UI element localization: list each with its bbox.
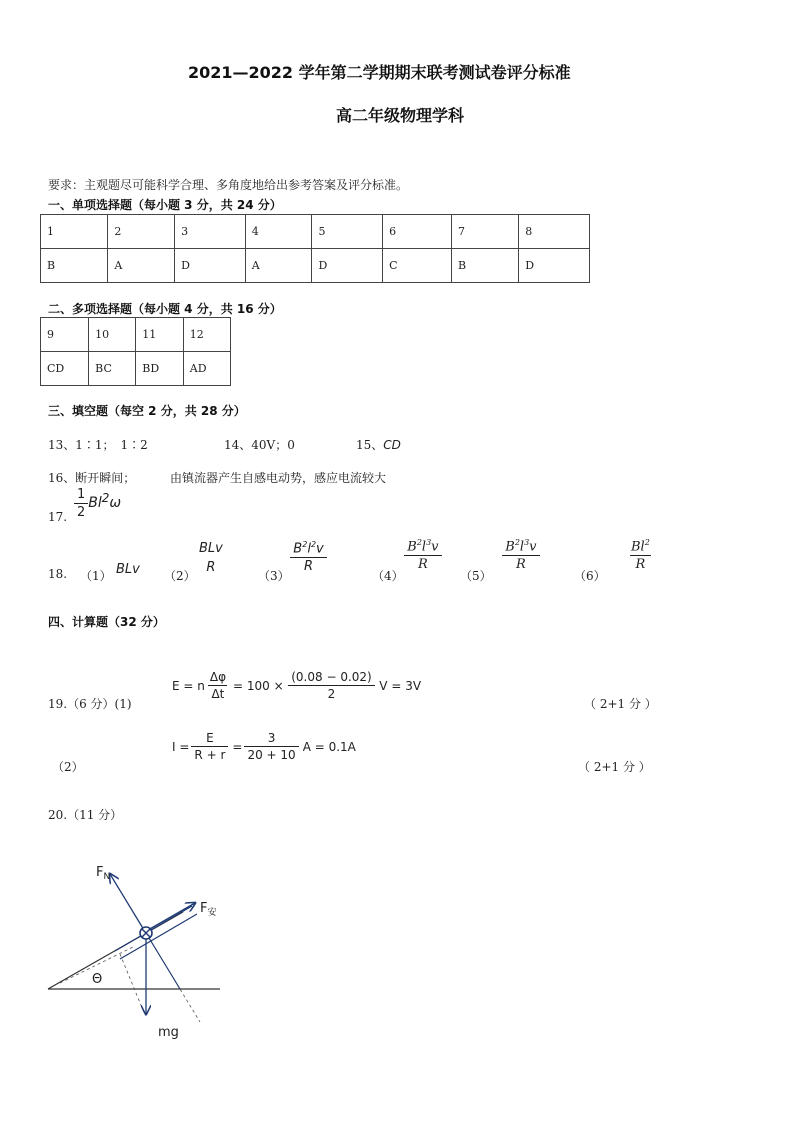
q16-label: 16、断开瞬间； (48, 471, 136, 485)
q19-eq2-frac1-num: E (206, 731, 214, 745)
q18-answer2 (196, 541, 226, 575)
cell-answer: BD (136, 352, 183, 386)
ampere-force-arrow (148, 903, 195, 930)
cell-answer: C (383, 249, 452, 283)
page-subtitle: 高二年级物理学科 (336, 106, 465, 125)
cell-number: 1 (41, 215, 108, 249)
q16-answer: 由镇流器产生自感电动势，感应电流较大 (170, 471, 387, 485)
cell-number: 3 (175, 215, 246, 249)
answer-row (41, 352, 231, 386)
dashed-guide (120, 954, 145, 1015)
page-title: 2021—2022 学年第二学期期末联考测试卷评分标准 (188, 63, 571, 82)
q18-part1-label: （1） (80, 569, 112, 583)
cell-answer: A (245, 249, 312, 283)
q19-label: 19.（6 分）(1) (48, 697, 132, 711)
cell-number: 9 (41, 318, 89, 352)
q18-answer5 (502, 538, 540, 572)
q19-equation1 (172, 670, 421, 701)
q17-fraction (74, 487, 88, 520)
theta-label: Θ (92, 972, 103, 987)
q19-eq2-frac1 (191, 731, 228, 762)
cell-number: 6 (383, 215, 452, 249)
q18-a4-sup1: 2 (416, 538, 422, 547)
q18-a3-sup1: 2 (302, 540, 308, 549)
q18-a5-den: R (502, 555, 540, 572)
q17-answer (74, 487, 121, 520)
q13-answer: 13、1∶1； 1∶2 (48, 438, 148, 452)
q19-eq2-rhs: A = 0.1A (302, 739, 356, 754)
section4-heading: 四、计算题（32 分） (48, 615, 165, 629)
q18-part5-label: （5） (460, 569, 492, 583)
q17-frac-num: 1 (77, 487, 86, 502)
q18-a3-b: B (293, 541, 303, 557)
normal-force-arrow (110, 874, 144, 930)
q18-a4-sup2: 3 (426, 538, 432, 547)
q19-score1: （ 2+1 分 ） (584, 697, 657, 711)
section3-heading: 三、填空题（每空 2 分，共 28 分） (48, 404, 246, 418)
force-diagram (40, 850, 240, 1050)
cell-answer: D (519, 249, 590, 283)
cell-answer: D (312, 249, 383, 283)
answer-row (41, 249, 590, 283)
normal-component-line (146, 933, 180, 989)
q18-answer3 (290, 540, 327, 574)
q19-equation2 (172, 731, 356, 762)
q19-part2-label: （2） (52, 760, 84, 774)
q18-a6-sup: 2 (644, 538, 650, 547)
q18-answer6 (628, 538, 653, 572)
q19-eq2-lhs: I = (172, 739, 190, 754)
multi-choice-table (40, 317, 231, 386)
question-number-row (41, 318, 231, 352)
q19-eq2-frac2-num: 3 (267, 731, 276, 745)
q19-eq1-frac1-den: Δt (208, 685, 227, 701)
gravity-label: mg (158, 1025, 179, 1040)
cell-answer: D (175, 249, 246, 283)
q20-label: 20.（11 分） (48, 808, 123, 822)
single-choice-table (40, 214, 590, 283)
cell-number: 8 (519, 215, 590, 249)
q18-part4-label: （4） (372, 569, 404, 583)
q18-a5-sup2: 3 (524, 538, 530, 547)
q18-a5-b: B (505, 539, 515, 555)
normal-force-label: $F_N$ (96, 865, 111, 882)
q19-eq1-frac2-den: 2 (288, 685, 376, 701)
q18-label: 18. (48, 567, 68, 581)
q17-expr: Bl (88, 495, 102, 511)
q18-answer2-num: BLv (199, 541, 223, 556)
q18-part6-label: （6） (574, 569, 606, 583)
cell-answer: CD (41, 352, 89, 386)
q18-a4-den: R (404, 555, 442, 572)
requirement-text: 要求：主观题尽可能科学合理、多角度地给出参考答案及评分标准。 (48, 178, 409, 192)
q18-answer2-den: R (206, 560, 216, 575)
section1-heading: 一、单项选择题（每小题 3 分，共 24 分） (48, 198, 282, 212)
cell-answer: B (41, 249, 108, 283)
q17-tail: ω (109, 495, 122, 511)
q19-eq1-lhs: E = n (172, 678, 205, 693)
q17-label: 17. (48, 510, 68, 524)
rail-line-lower (120, 914, 197, 959)
q18-part3-label: （3） (258, 569, 290, 583)
q18-part2-label: （2） (164, 569, 196, 583)
q18-a3-sup2: 2 (310, 540, 317, 549)
cell-number: 7 (451, 215, 518, 249)
q19-eq1-mid: = 100 × (233, 678, 284, 693)
q15-value: CD (383, 438, 401, 452)
q15-label: 15、 (356, 438, 384, 452)
cell-number: 11 (136, 318, 183, 352)
q14-answer: 14、40V；0 (224, 438, 295, 452)
q19-eq1-frac2 (288, 670, 376, 701)
q18-answer1: BLv (116, 562, 140, 577)
q19-eq1-frac1-num: Δφ (209, 670, 226, 684)
q18-a4-l: l (421, 539, 427, 555)
q19-eq1-rhs: V = 3V (379, 678, 422, 693)
q18-a5-sup1: 2 (514, 538, 520, 547)
question-number-row (41, 215, 590, 249)
cell-number: 12 (183, 318, 230, 352)
q19-eq2-mid: = (232, 739, 243, 754)
cell-number: 5 (312, 215, 383, 249)
q19-eq2-frac2 (244, 731, 298, 762)
q15-answer (356, 436, 401, 453)
q19-eq2-frac2-den: 20 + 10 (244, 746, 298, 762)
cell-answer: A (108, 249, 175, 283)
q18-a3-l: l (307, 541, 311, 557)
q18-a5-v: v (529, 539, 537, 555)
q18-a5-l: l (519, 539, 525, 555)
q18-a6-bl: Bl (631, 539, 645, 555)
section2-heading: 二、多项选择题（每小题 4 分，共 16 分） (48, 302, 282, 316)
q19-eq2-frac1-den: R + r (191, 746, 228, 762)
q19-eq1-frac1 (207, 670, 229, 701)
cell-answer: BC (89, 352, 136, 386)
q18-a4-b: B (407, 539, 417, 555)
q19-score2: （ 2+1 分 ） (578, 760, 651, 774)
q18-a3-den: R (290, 557, 327, 574)
q19-eq1-frac2-num: (0.08 − 0.02) (291, 670, 372, 684)
q17-frac-den: 2 (74, 503, 88, 520)
q18-a4-v: v (431, 539, 439, 555)
cell-number: 10 (89, 318, 136, 352)
q18-answer4 (404, 538, 442, 572)
q18-a6-den: R (630, 555, 652, 572)
q17-sup: 2 (101, 491, 110, 505)
q18-a3-v: v (316, 541, 324, 557)
cell-answer: AD (183, 352, 230, 386)
ampere-force-label: $F_安$ (200, 901, 217, 918)
cell-answer: B (451, 249, 518, 283)
cell-number: 4 (245, 215, 312, 249)
cell-number: 2 (108, 215, 175, 249)
